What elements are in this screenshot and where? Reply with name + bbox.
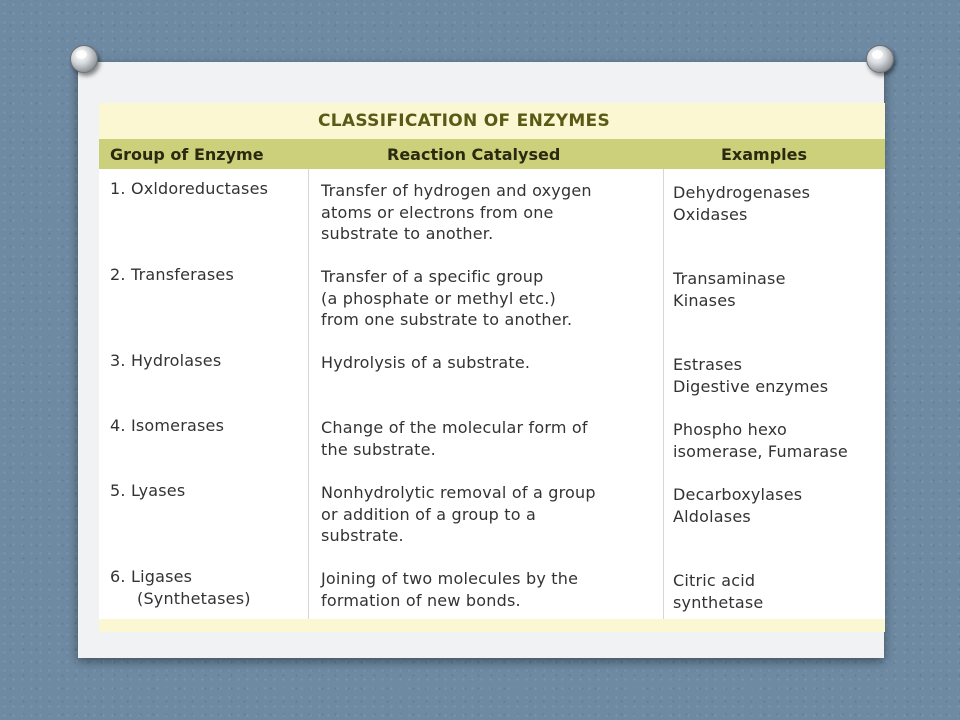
cell-line: Citric acid (673, 571, 756, 590)
cell-line: 1. Oxldoreductases (110, 179, 269, 198)
pushpin-icon (866, 45, 894, 73)
table-row-1-group (110, 178, 268, 200)
cell-line: Oxidases (673, 204, 748, 224)
cell-line: Change of the molecular form of (321, 418, 588, 437)
cell-line: synthetase (673, 592, 764, 612)
cell-line: Dehydrogenases (673, 183, 811, 202)
table-row-6-examples (673, 570, 763, 613)
table-title: CLASSIFICATION OF ENZYMES (318, 111, 611, 131)
table-row-4-reaction (321, 417, 588, 460)
cell-line: 6. Ligases (110, 567, 193, 586)
table-row-5-examples (673, 484, 802, 527)
table-row-1-reaction (321, 180, 592, 245)
table-row-5-reaction (321, 482, 596, 547)
header-row (99, 139, 885, 169)
table-row-2-reaction (321, 266, 572, 331)
table-row-3-group (110, 350, 221, 372)
table-row-4-group (110, 415, 224, 437)
column-header-examples: Examples (721, 145, 808, 164)
cell-line: Transfer of a specific group (321, 267, 544, 286)
cell-line: Aldolases (673, 506, 751, 526)
cell-line: isomerase, Fumarase (673, 441, 848, 461)
table-row-4-examples (673, 419, 848, 462)
cell-line: Phospho hexo (673, 420, 787, 439)
cell-line: the substrate. (321, 439, 436, 459)
bottom-band (99, 619, 885, 632)
column-divider (663, 169, 664, 619)
pushpin-icon (70, 45, 98, 73)
cell-line: 4. Isomerases (110, 416, 225, 435)
table-row-5-group (110, 480, 185, 502)
cell-line: 5. Lyases (110, 481, 186, 500)
cell-line: 3. Hydrolases (110, 351, 222, 370)
cell-line: Nonhydrolytic removal of a group (321, 483, 596, 502)
table-row-1-examples (673, 182, 810, 225)
column-divider (308, 169, 309, 619)
cell-line: Decarboxylases (673, 485, 803, 504)
cell-line: formation of new bonds. (321, 590, 521, 610)
cell-line: Digestive enzymes (673, 376, 829, 396)
cell-line: (a phosphate or methyl etc.) (321, 288, 556, 308)
column-header-group: Group of Enzyme (110, 145, 264, 164)
table-row-2-group (110, 264, 234, 286)
title-band (99, 103, 885, 139)
cell-line: atoms or electrons from one (321, 202, 554, 222)
cell-line: from one substrate to another. (321, 310, 573, 329)
cell-line: or addition of a group to a (321, 504, 537, 524)
table-row-6-reaction (321, 568, 578, 611)
cell-line: Joining of two molecules by the (321, 569, 579, 588)
cell-line: Estrases (673, 355, 743, 374)
enzyme-classification-table (99, 103, 885, 632)
column-header-reaction: Reaction Catalysed (387, 145, 561, 164)
table-row-2-examples (673, 268, 786, 311)
table-row-6-group (110, 566, 251, 609)
cell-line: Transaminase (673, 269, 786, 288)
cell-line: Hydrolysis of a substrate. (321, 353, 531, 372)
cell-line: (Synthetases) (137, 588, 251, 608)
cell-line: substrate. (321, 526, 404, 545)
table-row-3-examples (673, 354, 828, 397)
cell-line: 2. Transferases (110, 265, 235, 284)
cell-line: substrate to another. (321, 224, 494, 243)
table-row-3-reaction (321, 352, 530, 374)
cell-line: Transfer of hydrogen and oxygen (321, 181, 592, 200)
cell-line: Kinases (673, 290, 736, 310)
